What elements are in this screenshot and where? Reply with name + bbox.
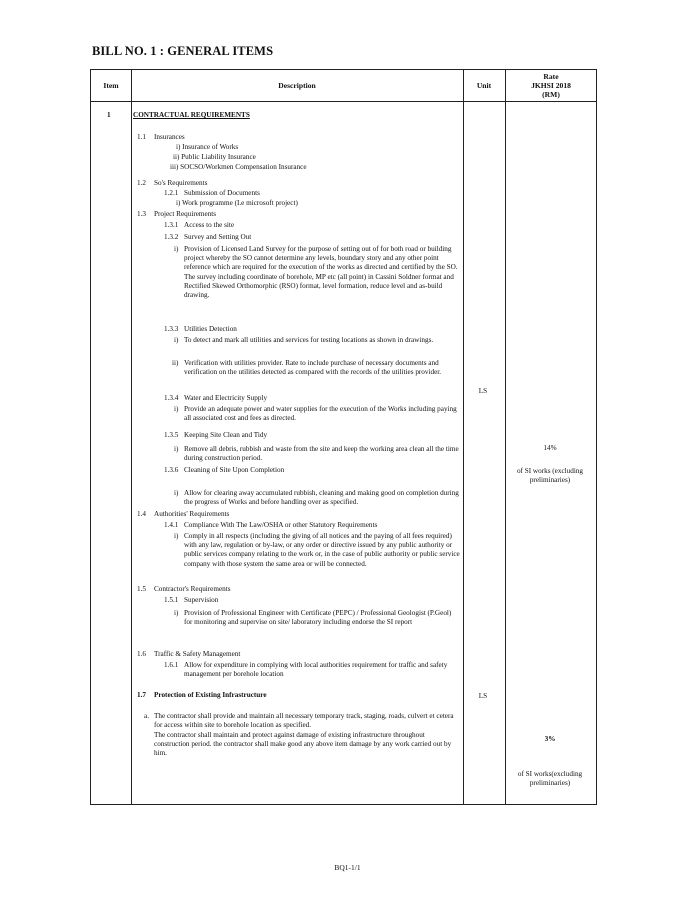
subclause-title: Submission of Documents — [184, 189, 260, 197]
clause-title: Insurances — [154, 133, 185, 141]
subclause-title: Keeping Site Clean and Tidy — [184, 431, 268, 439]
clause-body: Verification with utilities provider. Rate to include purchase of necessary documents and verification on the utilities detected as compared with the records of the utilities provider. — [184, 359, 442, 377]
clause-body: Remove all debris, rubbish and waste from the site and keep the working area clean all the time during construction period. — [184, 445, 459, 463]
subclause-title: Supervision — [184, 596, 219, 604]
clause-number: 1.2 — [137, 179, 146, 187]
subclause-number: 1.3.3 — [164, 325, 179, 333]
list-marker: ii) — [172, 359, 179, 367]
subclause-number: 1.6.1 — [164, 661, 179, 669]
header-item: Item — [103, 81, 119, 90]
list-marker: i) — [174, 405, 179, 413]
clause-title: So's Requirements — [154, 179, 208, 187]
clause-body: To detect and mark all utilities and services for testing locations as shown in drawings. — [184, 336, 434, 344]
list-marker: i) — [174, 445, 179, 453]
subclause-number: 1.3.4 — [164, 394, 179, 402]
clause-number: 1.4 — [137, 510, 146, 518]
clause-title: Project Requirements — [154, 210, 217, 218]
subclause-number: 1.5.1 — [164, 596, 179, 604]
subclause-title: Survey and Setting Out — [184, 233, 252, 241]
subclause-title: Compliance With The Law/OSHA or other Statutory Requirements — [184, 521, 378, 529]
list-marker: i) — [174, 245, 179, 253]
clause-title: Contractor's Requirements — [154, 585, 231, 593]
clause-number: 1.6 — [137, 650, 146, 658]
header-rate-currency: (RM) — [542, 90, 560, 99]
clause-title: Protection of Existing Infrastructure — [154, 691, 267, 699]
list-item: i) Work programme (I.e microsoft project) — [176, 199, 298, 207]
rate-percentage: 14% — [543, 444, 557, 452]
subclause-number: 1.3.1 — [164, 221, 179, 229]
rate-note: of SI works(excluding preliminaries) — [517, 770, 583, 788]
list-marker: i) — [174, 489, 179, 497]
subclause-number: 1.3.6 — [164, 466, 179, 474]
unit-value: LS — [478, 692, 488, 700]
clause-body: The contractor shall provide and maintain all necessary temporary track, staging, roads, culvert et cetera for access within site to borehole location as specified. — [154, 712, 454, 730]
subclause-number: 1.3.2 — [164, 233, 179, 241]
list-marker: a. — [144, 712, 149, 720]
subclause-title: Water and Electricity Supply — [184, 394, 268, 402]
subclause-number: 1.4.1 — [164, 521, 179, 529]
page-footer: BQ1-1/1 — [334, 863, 361, 872]
list-item: i) Insurance of Works — [176, 143, 239, 151]
clause-number: 1.3 — [137, 210, 146, 218]
clause-body: The contractor shall maintain and protect against damage of existing infrastructure throughout construction period. the contractor shall make good any above item damage by any work carried out by him. — [154, 731, 452, 758]
subclause-number: 1.3.5 — [164, 431, 179, 439]
list-item: iii) SOCSO/Workmen Compensation Insurance — [170, 163, 307, 171]
clause-body: Comply in all respects (including the giving of all notices and the paying of all fees required) with any law, regulation or by-law, or any order or directive issued by any public authority or public services company relating to the work or, in the case of public authority or public service company with those system the same area or will be connected. — [184, 532, 460, 568]
header-divider — [91, 101, 596, 102]
bill-title: BILL NO. 1 : GENERAL ITEMS — [92, 44, 274, 58]
subclause-title: Access to the site — [184, 221, 235, 229]
subclause-title: Cleaning of Site Upon Completion — [184, 466, 285, 474]
list-marker: i) — [174, 336, 179, 344]
clause-number: 1.1 — [137, 133, 146, 141]
section-title: CONTRACTUAL REQUIREMENTS — [133, 111, 250, 119]
rate-note: of SI works (excluding preliminaries) — [516, 467, 584, 485]
list-marker: i) — [174, 532, 179, 540]
subclause-number: 1.2.1 — [164, 189, 179, 197]
list-item: ii) Public Liability Insurance — [173, 153, 256, 161]
header-description: Description — [278, 81, 316, 90]
header-rate — [505, 70, 597, 101]
unit-value: LS — [478, 387, 488, 395]
list-marker: i) — [174, 609, 179, 617]
item-number: 1 — [107, 111, 111, 119]
clause-body: Provide an adequate power and water supplies for the execution of the Works including paying all associated cost and fees as directed. — [184, 405, 457, 423]
clause-body: Allow for clearing away accumulated rubbish, cleaning and making good on completion during the progress of Works and before handling over as specified. — [184, 489, 459, 507]
clause-body: Provision of Professional Engineer with Certificate (PEPC) / Professional Geologist (P.Geol) for monitoring and supervise on site/ laboratory including endorse the SI report — [184, 609, 452, 627]
clause-number: 1.5 — [137, 585, 146, 593]
header-rate-label: Rate — [543, 72, 559, 81]
column-divider — [505, 70, 506, 804]
subclause-title: Utilities Detection — [184, 325, 237, 333]
rate-percentage: 3% — [544, 735, 556, 743]
header-unit: Unit — [476, 81, 492, 90]
clause-title: Authorities' Requirements — [154, 510, 230, 518]
column-divider — [131, 70, 132, 804]
clause-number: 1.7 — [137, 691, 146, 699]
clause-body: Provision of Licensed Land Survey for the purpose of setting out of for both road or building project whereby the SO cannot determine any levels, boundary story and any other point reference which are required for the execution of the works as directed and certified by the SO. The survey including coordinate of borehole, MP etc (all point) in Cassini Soldner format and Rectified Skewed Orthomorphic (RSO) format, level formation, reduce level and as-build drawing. — [184, 245, 458, 300]
subclause-body: Allow for expenditure in complying with local authorities requirement for traffic and safety management per borehole location — [184, 661, 448, 679]
header-rate-source: JKHSI 2018 — [531, 81, 571, 90]
clause-title: Traffic & Safety Management — [154, 650, 241, 658]
